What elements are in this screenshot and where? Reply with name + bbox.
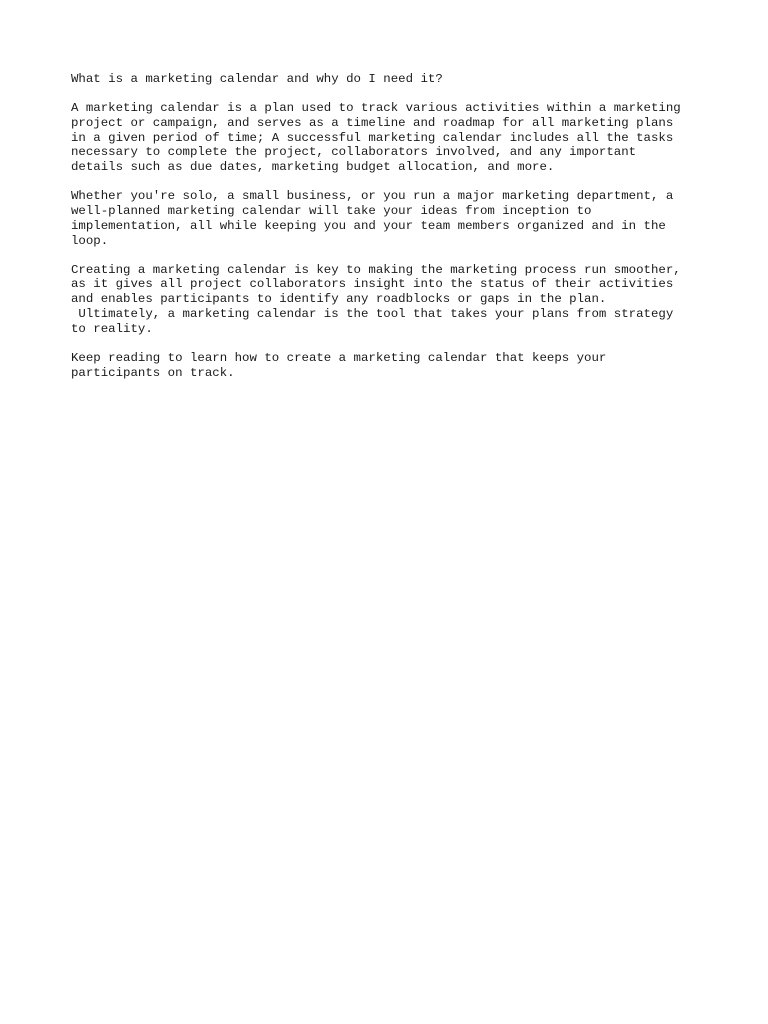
paragraph-benefits: Creating a marketing calendar is key to making the marketing process run smoother, as it gives all project collaborators insight into the status of their activities and enables participants to identify any roadblocks or gaps in the plan. Ultimately, a marketing calendar is the tool that takes your plans from strategy to reality.	[71, 262, 681, 336]
document-body	[71, 72, 711, 394]
paragraph-audience: Whether you're solo, a small business, or you run a major marketing department, a well-planned marketing calendar will take your ideas from inception to implementation, all while keeping you and your team members organized and in the loop.	[71, 189, 674, 248]
paragraph-closing: Keep reading to learn how to create a marketing calendar that keeps your participants on track.	[71, 350, 607, 380]
paragraph-definition: A marketing calendar is a plan used to track various activities within a marketing project or campaign, and serves as a timeline and roadmap for all marketing plans in a given period of time; A successful marketing calendar includes all the tasks necessary to complete the project, collaborators involved, and any important details such as due dates, marketing budget allocation, and more.	[71, 100, 681, 175]
document-heading: What is a marketing calendar and why do I need it?	[71, 72, 443, 86]
